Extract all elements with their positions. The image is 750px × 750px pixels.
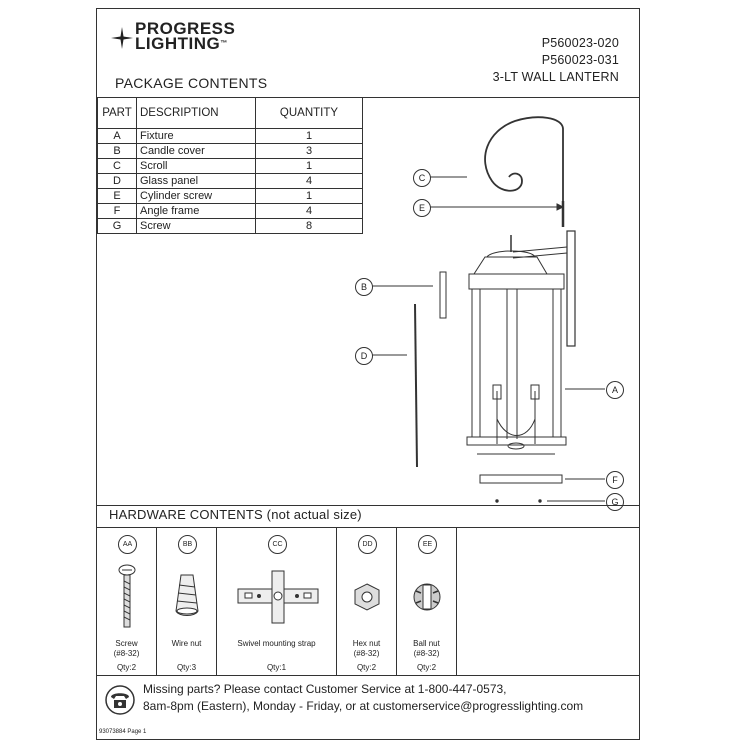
part-letter: D [98,174,137,189]
column-header: QUANTITY [256,98,363,129]
hex-nut-icon [353,583,381,611]
part-description: Screw [137,219,256,234]
brand-name-line1: PROGRESS [135,19,236,38]
part-description: Angle frame [137,204,256,219]
column-header: PART [98,98,137,129]
part-letter: F [98,204,137,219]
parts-table [97,97,363,234]
hardware-name: Wire nut [171,639,202,648]
hardware-item-wire-nut [157,527,217,675]
hardware-code: CC [268,535,287,554]
part-description: Cylinder screw [137,189,256,204]
hardware-name: Ball nut [413,639,440,648]
instruction-sheet [96,8,640,740]
hardware-size: (#8-32) [413,649,440,658]
hardware-size: (#8-32) [353,649,380,658]
scroll-illustration [485,117,563,219]
callout-f: F [606,471,624,489]
hardware-qty: Qty:2 [356,663,377,672]
star-icon [111,27,133,49]
callout-g: G [606,493,624,511]
part-quantity: 8 [256,219,363,234]
customer-service-note [143,681,583,715]
part-quantity: 3 [256,144,363,159]
wire-nut-icon [173,573,201,619]
part-description: Glass panel [137,174,256,189]
callout-d: D [355,347,373,365]
hardware-item-screw [97,527,157,675]
part-letter: E [98,189,137,204]
table-row [98,174,363,189]
telephone-icon [105,685,135,715]
hardware-qty: Qty:2 [416,663,437,672]
part-letter: B [98,144,137,159]
package-contents-title: PACKAGE CONTENTS [115,75,268,91]
table-row [98,159,363,174]
hardware-item-ball-nut [397,527,457,675]
exploded-diagram [337,109,637,509]
part-quantity: 1 [256,189,363,204]
divider [97,675,639,676]
hardware-name: Swivel mounting strap [237,639,316,648]
customer-service-line1: Missing parts? Please contact Customer Service at 1-800-447-0573, [143,682,507,696]
hardware-contents-title: HARDWARE CONTENTS (not actual size) [109,507,362,522]
table-row [98,204,363,219]
part-quantity: 4 [256,204,363,219]
hardware-code: AA [118,535,137,554]
table-header-row [98,98,363,129]
hardware-code: EE [418,535,437,554]
candle-cover-illustration [440,272,446,318]
part-quantity: 4 [256,174,363,189]
hardware-item-hex-nut [337,527,397,675]
model-number-2: P560023-031 [541,53,619,67]
column-header: DESCRIPTION [137,98,256,129]
hardware-row [97,527,457,675]
part-description: Scroll [137,159,256,174]
part-description: Fixture [137,129,256,144]
hardware-qty: Qty:1 [266,663,287,672]
callout-e: E [413,199,431,217]
backplate-illustration [567,231,575,346]
part-letter: G [98,219,137,234]
part-quantity: 1 [256,129,363,144]
table-row [98,144,363,159]
table-row [98,219,363,234]
trademark-symbol: ™ [220,40,228,47]
hardware-qty: Qty:3 [176,663,197,672]
hardware-size: (#8-32) [113,649,140,658]
hardware-qty: Qty:2 [116,663,137,672]
callout-b: B [355,278,373,296]
part-description: Candle cover [137,144,256,159]
customer-service-line2: 8am-8pm (Eastern), Monday - Friday, or at customerservice@progresslighting.com [143,699,584,713]
mounting-strap-icon [235,569,321,625]
callout-c: C [413,169,431,187]
part-letter: A [98,129,137,144]
hardware-code: BB [178,535,197,554]
callout-a: A [606,381,624,399]
ball-nut-icon [412,581,442,613]
document-id: 93073884 Page 1 [99,729,147,735]
screw-icon [114,563,140,631]
table-row [98,129,363,144]
glass-panel-illustration [415,304,417,467]
part-letter: C [98,159,137,174]
hardware-code: DD [358,535,377,554]
model-number-1: P560023-020 [541,36,619,50]
hardware-name: Hex nut [352,639,381,648]
hardware-name: Screw [115,639,138,648]
table-row [98,189,363,204]
angle-frame-illustration [480,475,562,483]
fixture-illustration [467,235,566,454]
brand-name-line2: LIGHTING [135,34,221,53]
product-name: 3-LT WALL LANTERN [492,70,619,84]
divider [97,505,639,506]
hardware-item-mounting-strap [217,527,337,675]
part-quantity: 1 [256,159,363,174]
